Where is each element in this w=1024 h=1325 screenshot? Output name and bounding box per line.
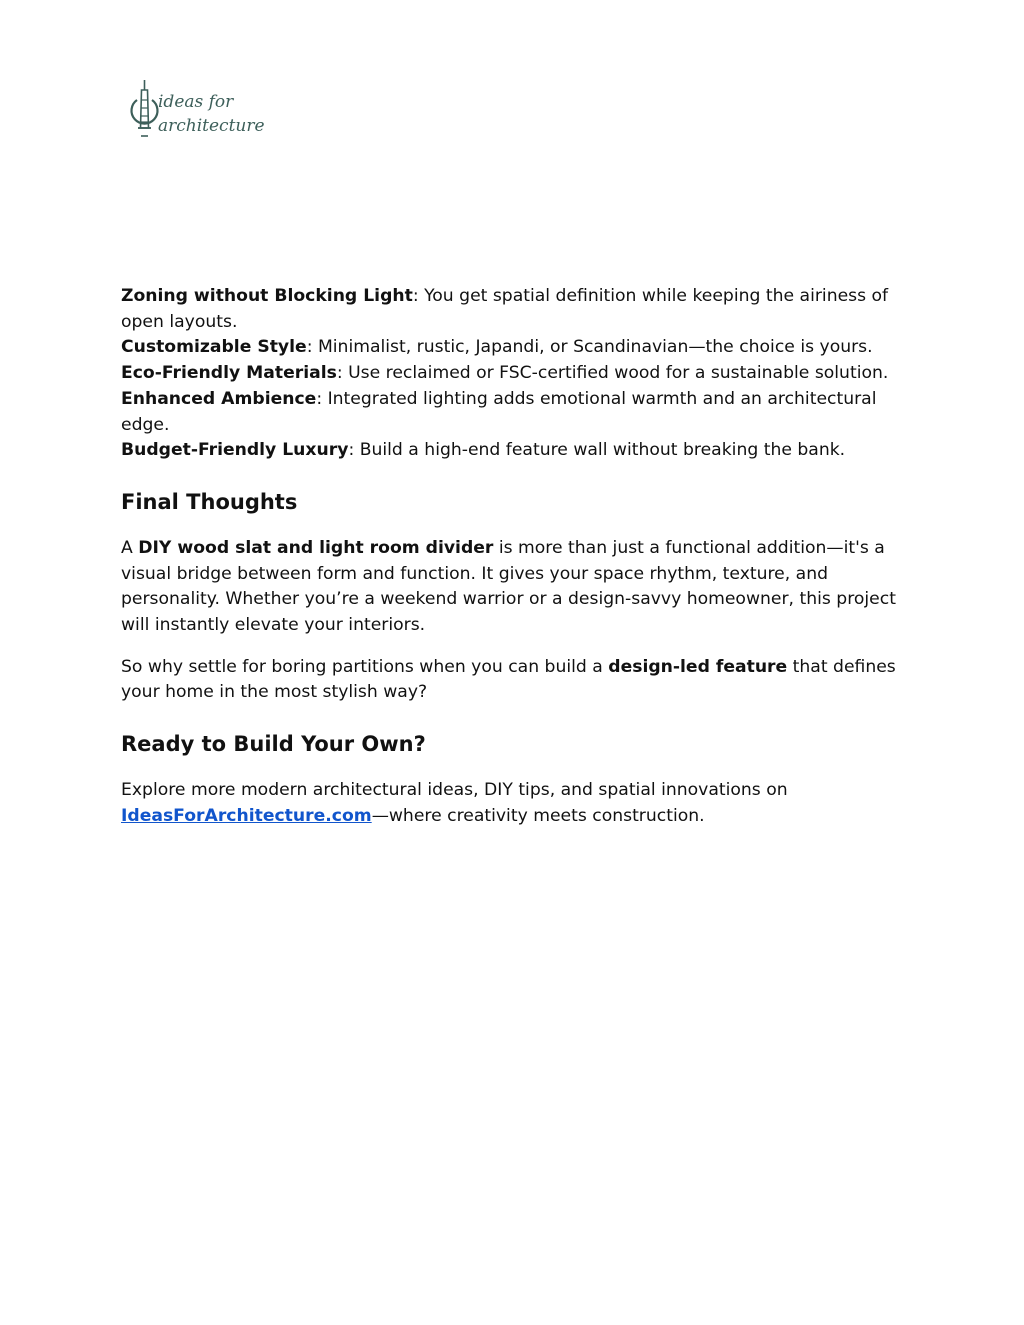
logo-line-2: architecture (158, 116, 265, 136)
benefit-text: : Use reclaimed or FSC-certified wood for a sustainable solution. (336, 363, 889, 384)
document-body (121, 284, 921, 830)
benefit-item (121, 387, 921, 438)
logo-line-1: ideas for (158, 92, 234, 112)
logo-wordmark (158, 90, 265, 138)
final-thoughts-heading: Final Thoughts (121, 489, 298, 514)
benefit-item (121, 335, 921, 361)
benefit-text: : Integrated lighting adds emotional warmth and an architectural edge. (121, 388, 877, 435)
benefit-text: : Minimalist, rustic, Japandi, or Scandinavian—the choice is yours. (306, 337, 873, 358)
benefit-title: Eco-Friendly Materials (121, 363, 337, 384)
ready-paragraph (121, 778, 921, 829)
benefit-item (121, 438, 921, 464)
paragraph-text: So why settle for boring partitions when you can build a (121, 656, 609, 677)
benefit-title: Zoning without Blocking Light (121, 286, 413, 306)
benefits-list (121, 284, 921, 464)
paragraph-text: —where creativity meets construction. (371, 805, 705, 826)
tower-icon (128, 78, 162, 150)
benefit-title: Enhanced Ambience (121, 388, 317, 409)
benefit-item (121, 284, 921, 335)
benefit-title: Customizable Style (121, 337, 307, 358)
benefit-title: Budget-Friendly Luxury (121, 440, 349, 461)
paragraph-text: that defines your home in the most stylish way? (121, 656, 896, 703)
site-logo (128, 78, 265, 154)
paragraph-bold-text: design-led feature (608, 656, 788, 677)
paragraph-text: is more than just a functional addition—it's a visual bridge between form and function. It gives your space rhythm, texture, and personality. Whether you’re a weekend warrior or a design-savvy homeowner, this project will instantly elevate your interiors. (121, 537, 896, 636)
benefit-item (121, 361, 921, 387)
benefit-text: : You get spatial definition while keeping the airiness of open layouts. (121, 286, 889, 332)
ideasforarchitecture-link[interactable]: IdeasForArchitecture.com (121, 805, 372, 826)
ready-heading: Ready to Build Your Own? (121, 732, 426, 757)
benefit-text: : Build a high-end feature wall without breaking the bank. (348, 440, 846, 461)
paragraph-text: A (121, 537, 139, 558)
final-thoughts-paragraph-2 (121, 655, 921, 706)
paragraph-text: Explore more modern architectural ideas, DIY tips, and spatial innovations on (121, 780, 788, 801)
paragraph-bold-text: DIY wood slat and light room divider (138, 537, 494, 558)
final-thoughts-paragraph-1 (121, 536, 921, 639)
